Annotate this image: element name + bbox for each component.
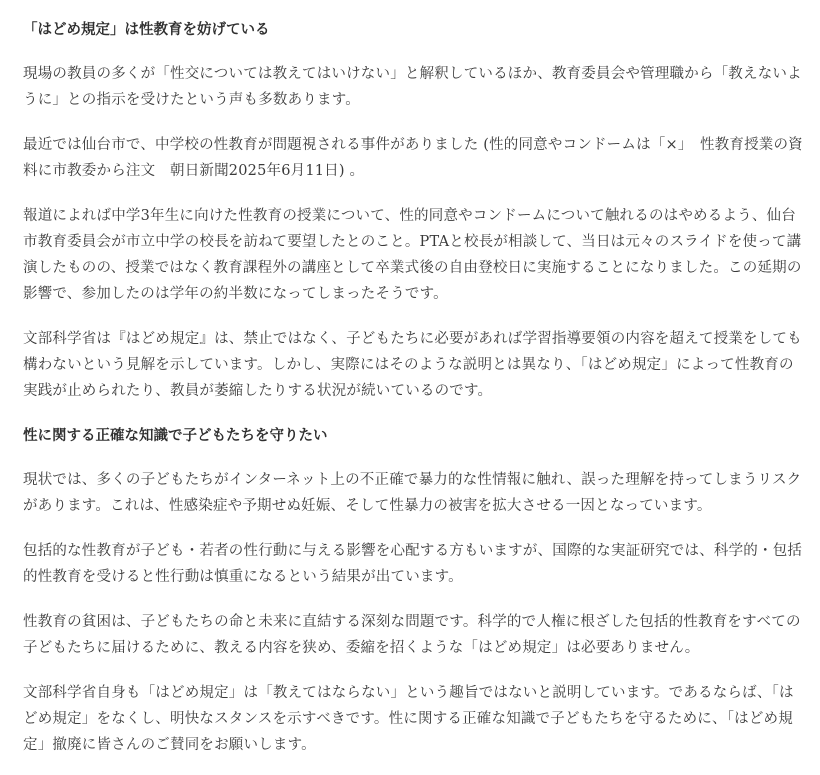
- paragraph-poverty-of-education: 性教育の貧困は、子どもたちの命と未来に直結する深刻な問題です。科学的で人権に根ざした包括的性教育をすべての子どもたちに届けるために、教える内容を狭め、委縮を招くような「はどめ規定」は必要ありません。: [23, 614, 801, 656]
- section-heading-protect-children: 性に関する正確な知識で子どもたちを守りたい: [23, 427, 328, 444]
- paragraph-internet-risk: 現状では、多くの子どもたちがインターネット上の不正確で暴力的な性情報に触れ、誤った理解を持ってしまうリスクがあります。これは、性感染症や予期せぬ妊娠、そして性暴力の被害を拡大させる一因となっています。: [23, 472, 802, 514]
- paragraph-research-evidence: 包括的な性教育が子ども・若者の性行動に与える影響を心配する方もいますが、国際的な実証研究では、科学的・包括的性教育を受けると性行動は慎重になるという結果が出ています。: [23, 543, 803, 585]
- paragraph-mext-view: 文部科学省は『はどめ規定』は、禁止ではなく、子どもたちに必要があれば学習指導要領の内容を超えて授業をしても構わないという見解を示しています。しかし、実際にはそのような説明とは異なり、「はどめ規定」によって性教育の実践が止められたり、教員が萎縮したりする状況が続いているのです。: [23, 331, 802, 399]
- paragraph-news-report: 報道によれば中学3年生に向けた性教育の授業について、性的同意やコンドームについて触れるのはやめるよう、仙台市教育委員会が市立中学の校長を訪ねて要望したとのこと。PTAと校長が相談して、当日は元々のスライドを使って講演したものの、授業ではなく教育課程外の講座として卒業式後の自由登校日に実施することになりました。この延期の影響で、参加したのは学年の約半数になってしまったそうです。: [23, 208, 802, 302]
- paragraph-teacher-interpretation: 現場の教員の多くが「性交については教えてはいけない」と解釈しているほか、教育委員会や管理職から「教えないように」との指示を受けたという声も多数あります。: [23, 66, 802, 108]
- paragraph-call-to-action: 文部科学省自身も「はどめ規定」は「教えてはならない」という趣旨ではないと説明しています。であるならば、「はどめ規定」をなくし、明快なスタンスを示すべきです。性に関する正確な知識で子どもたちを守るために、「はどめ規定」撤廃に皆さんのご賛同をお願いします。: [23, 685, 794, 753]
- paragraph-sendai-incident: 最近では仙台市で、中学校の性教育が問題視される事件がありました (性的同意やコンドームは「×」 性教育授業の資料に市教委から注文 朝日新聞2025年6月11日) 。: [23, 137, 803, 179]
- section-heading-hadome-rule: 「はどめ規定」は性教育を妨げている: [23, 21, 270, 38]
